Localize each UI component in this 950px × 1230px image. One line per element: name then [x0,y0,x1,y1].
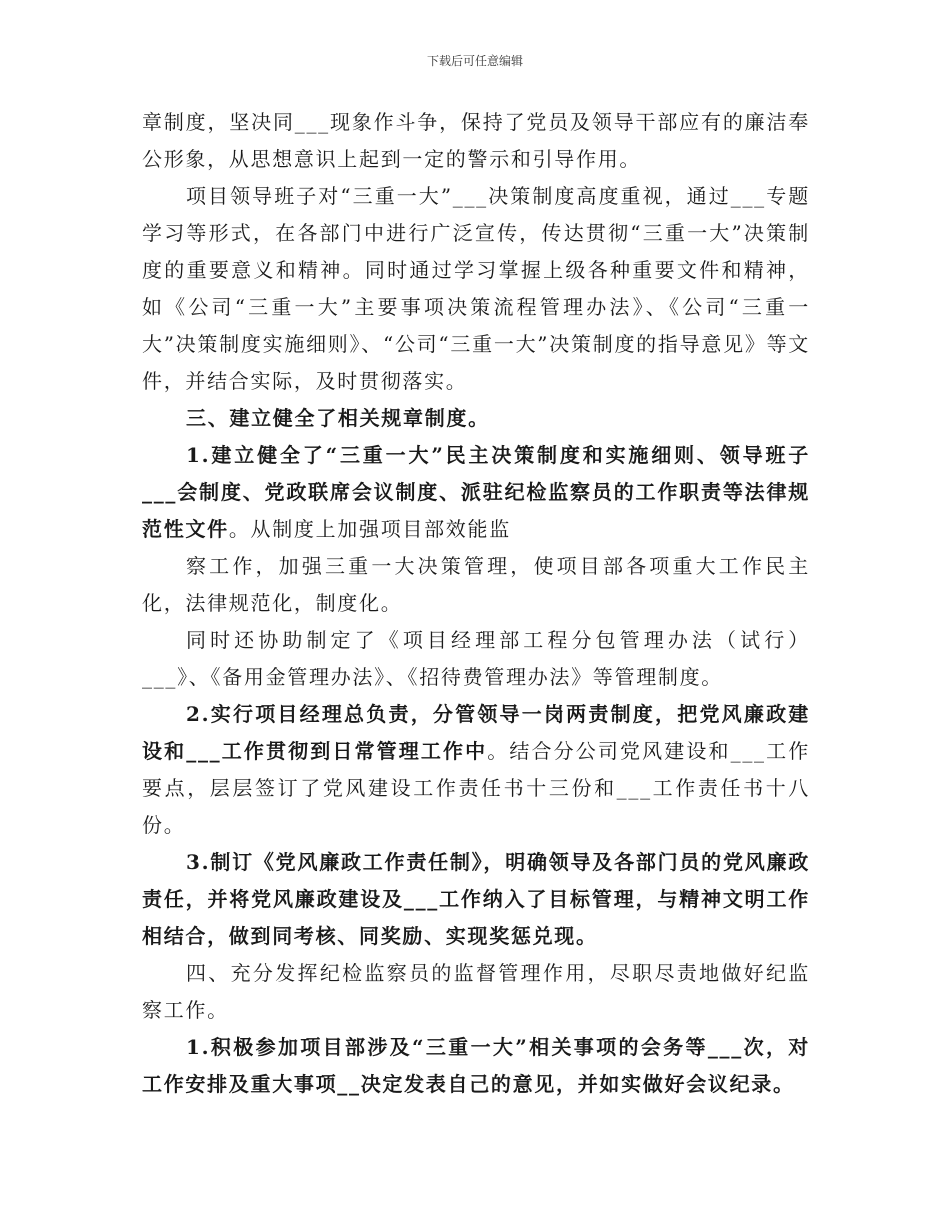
section-heading-4: 四、充分发挥纪检监察员的监督管理作用，尽职尽责地做好纪监察工作。 [142,961,810,1022]
document-body [142,104,810,1103]
paragraph-4-bold: 1.建立健全了“三重一大”民主决策制度和实施细则、领导班子___会制度、党政联席会议制度、派驻纪检监察员的工作职责等法律规范性文件 [142,443,810,541]
paragraph-7 [142,696,810,844]
section-heading-3: 三、建立健全了相关规章制度。 [186,406,490,430]
paragraph-7-rest: 。结合分公司党风建设和___工作要点，层层签订了党风建设工作责任书十三份和___工作责任书十八份。 [142,739,811,837]
paragraph-1: 章制度，坚决同___现象作斗争，保持了党员及领导干部应有的廉洁奉公形象，从思想意识上起到一定的警示和引导作用。 [142,110,810,171]
paragraph-4-rest: 。从制度上加强项目部效能监 [228,517,511,541]
paragraph-7-bold: 2.实行项目经理总负责，分管领导一岗两责制度，把党风廉政建设和___工作贯彻到日常管理工作中 [142,702,810,763]
paragraph-2: 项目领导班子对“三重一大”___决策制度高度重视，通过___专题学习等形式，在各部门中进行广泛宣传，传达贯彻“三重一大”决策制度的重要意义和精神。同时通过学习掌握上级各种重要文件和精神，如《公司“三重一大”主要事项决策流程管理办法》、《公司“三重一大”决策制度实施细则》、“公司“三重一大”决策制度的指导意见》等文件，并结合实际，及时贯彻落实。 [142,184,810,393]
paragraph-10: 1.积极参加项目部涉及“三重一大”相关事项的会务等___次，对工作安排及重大事项__决定发表自己的意见，并如实做好会议纪录。 [142,1035,810,1096]
paragraph-8: 3.制订《党风廉政工作责任制》，明确领导及各部门员的党风廉政责任，并将党风廉政建设及___工作纳入了目标管理，与精神文明工作相结合，做到同考核、同奖励、实现奖惩兑现。 [142,850,810,948]
paragraph-6: 同时还协助制定了《项目经理部工程分包管理办法（试行）___》、《备用金管理办法》、《招待费管理办法》等管理制度。 [142,628,810,689]
page-header: 下载后可任意编辑 [426,54,523,68]
paragraph-4 [142,437,810,548]
paragraph-5: 察工作，加强三重一大决策管理，使项目部各项重大工作民主化，法律规范化，制度化。 [142,554,810,615]
